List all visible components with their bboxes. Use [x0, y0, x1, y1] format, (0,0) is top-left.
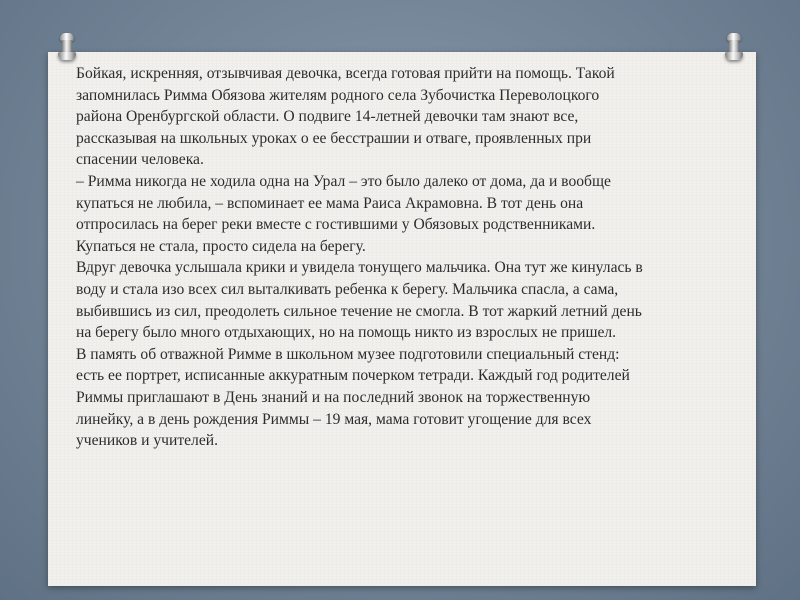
text-line: учеников и учителей.: [76, 432, 219, 450]
text-line: линейку, а в день рождения Риммы – 19 мая, мама готовит угощение для всех: [76, 410, 592, 428]
text-line: есть ее портрет, исписанные аккуратным почерком тетради. Каждый год родителей: [76, 367, 630, 385]
text-line: отпросилась на берег реки вместе с гостившими у Обязовых родственниками.: [76, 216, 596, 234]
text-line: – Римма никогда не ходила одна на Урал – это было далеко от дома, да и вообще: [76, 172, 611, 190]
text-line: Риммы приглашают в День знаний и на последний звонок на торжественную: [76, 388, 591, 406]
text-line: рассказывая на школьных уроках о ее бесстрашии и отваге, проявленных при: [76, 129, 592, 147]
text-line: Купаться не стала, просто сидела на берегу.: [76, 237, 366, 255]
text-line: спасении человека.: [76, 151, 204, 169]
text-line: выбившись из сил, преодолеть сильное течение не смогла. В тот жаркий летний день: [76, 302, 642, 320]
text-line: купаться не любила, – вспоминает ее мама Раиса Акрамовна. В тот день она: [76, 194, 584, 212]
text-line: воду и стала изо всех сил выталкивать ребенка к берегу. Мальчика спасла, а сама,: [76, 280, 619, 298]
text-line: Вдруг девочка услышала крики и увидела тонущего мальчика. Она тут же кинулась в: [76, 259, 643, 277]
pushpin-icon: [725, 33, 743, 63]
pushpin-icon: [58, 33, 76, 63]
document-text: [76, 63, 736, 452]
text-line: района Оренбургской области. О подвиге 14-летней девочки там знают все,: [76, 108, 579, 126]
text-line: запомнилась Римма Обязова жителям родного села Зубочистка Переволоцкого: [76, 86, 600, 104]
text-line: Бойкая, искренняя, отзывчивая девочка, всегда готовая прийти на помощь. Такой: [76, 65, 615, 82]
text-line: на берегу было много отдыхающих, но на помощь никто из взрослых не пришел.: [76, 324, 617, 342]
text-line: В память об отважной Римме в школьном музее подготовили специальный стенд:: [76, 345, 620, 363]
